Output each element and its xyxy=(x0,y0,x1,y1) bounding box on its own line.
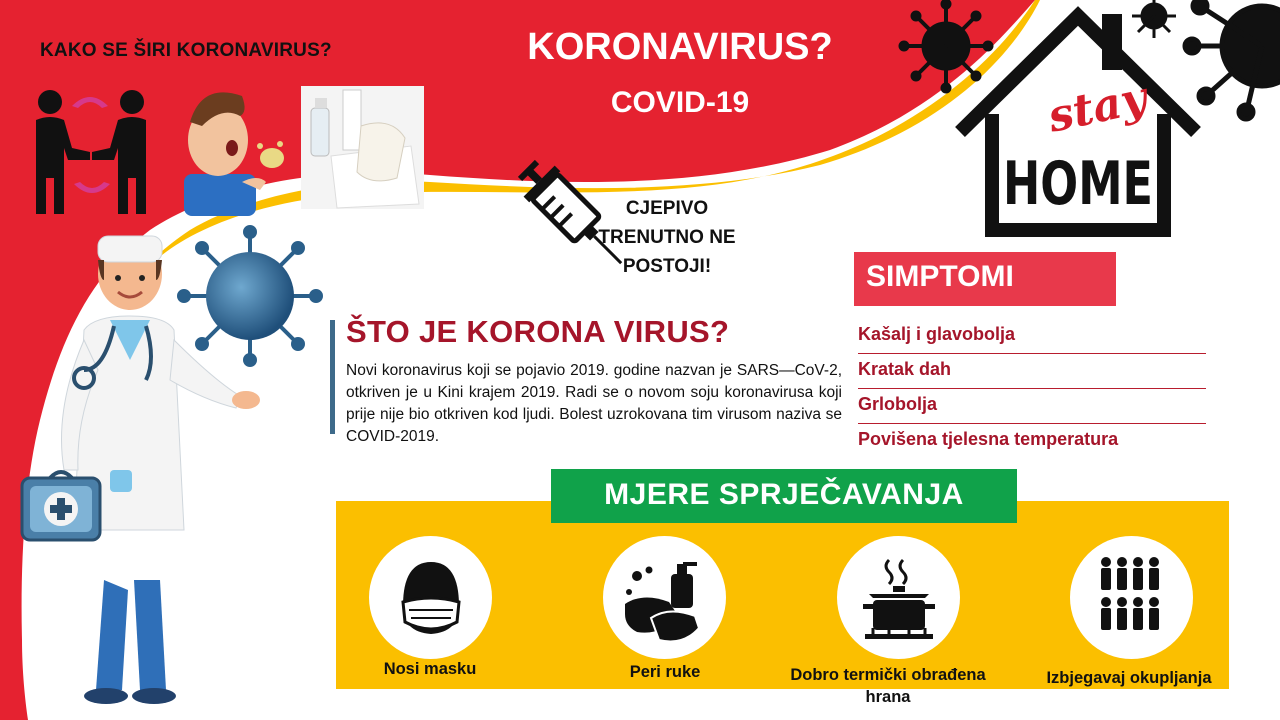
measure-label: Peri ruke xyxy=(629,663,701,681)
page-subtitle: COVID-19 xyxy=(610,86,750,119)
measure-label: Nosi masku xyxy=(383,660,477,678)
symptom-item: Kratak dah xyxy=(858,353,1206,389)
measure-label: Izbjegavaj okupljanja xyxy=(1046,669,1212,687)
symptom-item: Povišena tjelesna temperatura xyxy=(858,429,1119,449)
about-text: Novi koronavirus koji se pojavio 2019. godine nazvan je SARS—CoV-2, otkriven je u Kini krajem 2019. Radi se o novom soju koronavirusa koji prije nije bio otkriven kod ljudi. Bolest uzrokovana tim virusom naziva se COVID-2019. xyxy=(346,362,842,445)
spread-title: KAKO SE ŠIRI KORONAVIRUS? xyxy=(40,40,332,61)
measure-label: Dobro termički obrađena hrana xyxy=(790,666,986,706)
cooking-pot-icon xyxy=(837,536,960,659)
disinfecting-surface-photo xyxy=(301,86,424,209)
measure-circle xyxy=(1070,536,1193,659)
about-accent-bar xyxy=(330,320,335,434)
symptom-item: Grlobolja xyxy=(858,388,1206,424)
vaccine-line-3: POSTOJI! xyxy=(622,256,712,277)
vaccine-line-1: CJEPIVO xyxy=(625,198,709,219)
hand-washing-icon xyxy=(603,536,726,659)
measures-title: MJERE SPRJEČAVANJA xyxy=(604,478,964,511)
stay-word: stay xyxy=(1043,72,1152,143)
face-mask-icon xyxy=(369,536,492,659)
measure-circle xyxy=(369,536,492,659)
vaccine-note xyxy=(582,194,752,281)
sneezing-person-illustration xyxy=(182,82,286,216)
home-word: HOME xyxy=(1003,149,1153,219)
symptoms-title: SIMPTOMI xyxy=(866,260,1014,293)
vaccine-line-2: TRENUTNO NE xyxy=(598,227,736,248)
doctor-illustration xyxy=(14,230,264,710)
handshake-icon xyxy=(28,88,154,216)
crowd-icon xyxy=(1070,536,1193,659)
about-heading: ŠTO JE KORONA VIRUS? xyxy=(346,314,730,349)
page-title: KORONAVIRUS? xyxy=(527,26,833,68)
symptom-item: Kašalj i glavobolja xyxy=(858,318,1206,354)
measure-circle xyxy=(603,536,726,659)
stay-home-house-icon xyxy=(952,4,1204,240)
measure-circle xyxy=(837,536,960,659)
